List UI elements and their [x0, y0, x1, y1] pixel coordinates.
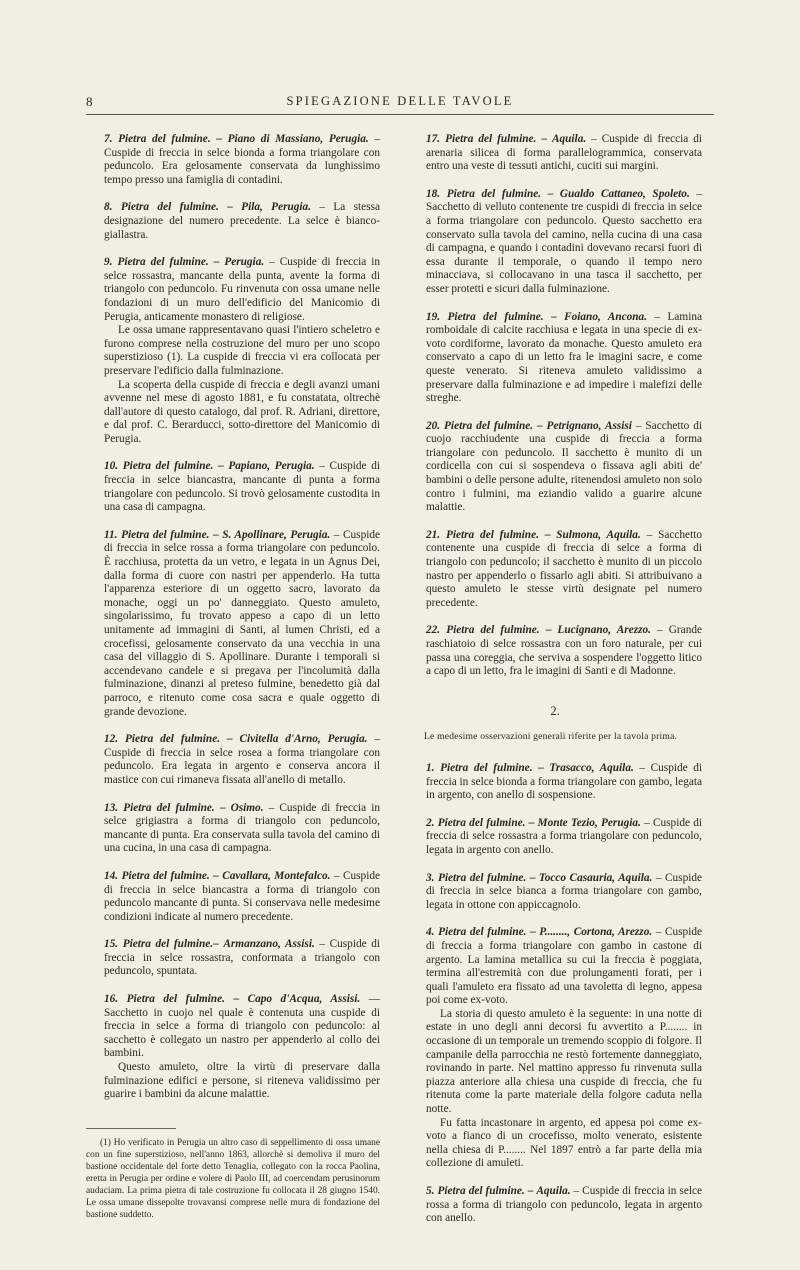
- entry-text: – Grande raschiatoio di selce rossastra con un foro naturale, per cui passa una coreggia, che serviva a sospendere l'oggetto litico a capo di un letto, fra le imagini di Santi e di Madonne.: [426, 624, 703, 678]
- entry-paragraph: [426, 1185, 702, 1226]
- entry-paragraph: [426, 529, 702, 611]
- entry-place: Civitella d'Arno, Perugia.: [239, 733, 368, 746]
- catalog-entry: [426, 529, 702, 611]
- entry-number: 2.: [426, 816, 435, 829]
- catalog-entry: [104, 201, 380, 242]
- entry-number: 20.: [426, 419, 441, 432]
- entry-paragraph: [426, 624, 702, 678]
- entry-number: 11.: [104, 528, 118, 541]
- entry-paragraph: [104, 256, 380, 324]
- entry-lead: Pietra del fulmine.: [446, 624, 540, 637]
- entry-paragraph: [426, 817, 702, 858]
- entry-paragraph: [104, 733, 380, 787]
- entry-text: – Cuspide di freccia di selce rossastra a forma triangolare con peduncolo, legata in argento con anello.: [426, 816, 703, 856]
- entry-paragraph: [426, 420, 702, 515]
- entry-place: Armanzano, Assisi.: [223, 938, 315, 951]
- entry-text: – Cuspide di freccia in selce bianca a forma triangolare con gambo, legata in ottone con appiccagnolo.: [426, 871, 703, 911]
- entry-number: 16.: [104, 993, 119, 1006]
- entry-text: – Sacchetto di velluto contenente tre cuspidi di freccia in selce a forma triangolare con peduncolo. Questo sacchetto era conservato sulla tavola del camino, nella cucina di una casa di campagna, e quando i contadini dovevano recarsi fuori di essa durante il temporale, o quando il tempo nero minacciava, si collocavano in una tasca il sacchetto, per esser protetti e sicuri dalla fulminazione.: [426, 187, 702, 295]
- entry-separator: –: [213, 460, 229, 473]
- entry-text: – Sacchetto di cuojo racchiudente una cuspide di freccia a forma triangolare con peduncolo. Il sacchetto è munito di un cordicella con cui si sospendeva o fissava agli abiti de' bambini o delle persone adulte, ritenendosi amuleto non solo contro i fulmini, ma eziandio valido a guarire alcune malattie.: [426, 419, 702, 514]
- entry-place: Perugia.: [224, 256, 265, 269]
- entry-separator: –: [220, 733, 240, 746]
- entry-text: – Cuspide di freccia in selce bionda a forma triangolare con peduncolo. Era gelosamente conservata da lunghissimo tempo presso una famiglia di contadini.: [104, 133, 381, 186]
- entry-separator: –: [524, 1185, 537, 1197]
- entry-text: – Cuspide di freccia in selce rossa a forma triangolare con peduncolo. È racchiusa, protetta da un vetro, e legata in un Agnus Dei, dalla forma di cuore con nastri per appenderlo. Ha tutta l'apparenza esteriore di un oggetto sacro, lavorato da monache, oggi un po' danneggiato. Questo amuleto, singolarissimo, fu trovato appeso a capo di un letto unitamente ad immagini di Santi, al lumen Christi, ed a crocefissi, gelosamente conservato da una vecchia in una casa del villaggio di S. Apollinare. Durante i temporali si accendevano candele e si pregava per l'incolumità dalla fulminazione, dinanzi al preteso fulmine, benedetto già dal parroco, e ritenuto come cosa sacra e quale oggetto di grande devozione.: [104, 528, 381, 718]
- entry-paragraph: [104, 938, 380, 979]
- entry-lead: Pietra del fulmine.: [125, 733, 221, 746]
- entry-paragraph: Fu fatta incastonare in argento, ed appesa poi come ex-voto a fianco di un crocefisso, molto venerato, esistente nella chiesa di P........ Nel 1897 entrò a far parte della mia collezione di amuleti.: [426, 1116, 702, 1170]
- entry-number: 10.: [104, 460, 119, 473]
- catalog-entry: [104, 133, 380, 187]
- footnote-rule: [86, 1128, 176, 1129]
- entry-paragraph: La storia di questo amuleto è la seguente: in una notte di estate in uno degli anni decorsi fu avvertito a P........ in occasione di un temporale un tremendo scoppio di folgore. Il campanile della parrocchia ne restò fortemente danneggiato, rovinando in parte. Nel mattino appresso fu rinvenuta sulla piazza anteriore alla chiesa una cuspide di freccia, che fu ritenuta come la parte materiale della folgore caduta nella notte.: [426, 1007, 702, 1116]
- entry-number: 17.: [426, 133, 441, 145]
- entry-text: – Cuspide di freccia in selce biancastra a forma di triangolo con peduncolo mancante di punta. Si conservava nelle medesime condizioni indicate al numero precedente.: [104, 869, 381, 923]
- catalog-entry: [426, 133, 702, 174]
- entry-paragraph: Questo amuleto, oltre la virtù di preservare dalla fulminazione edifici e persone, si riteneva validissimo per guarire i bambini da alcune malattie.: [104, 1061, 380, 1101]
- entry-text: – Cuspide di freccia di arenaria silicea di forma parallelogrammica, conservata entro una veste di tessuti antichi, cuciti sui margini.: [426, 133, 703, 173]
- catalog-entry: [104, 938, 380, 979]
- entry-place: Piano di Massiano, Perugia.: [227, 133, 369, 145]
- entry-lead: Pietra del fulmine.: [437, 871, 527, 884]
- catalog-entry: [426, 311, 702, 406]
- entry-text: – Cuspide di freccia in selce rossa a forma di triangolo con peduncolo, legata in argento con anello.: [426, 1185, 703, 1225]
- catalog-entry: [104, 733, 380, 787]
- catalog-entry: [426, 817, 702, 858]
- catalog-entry: [426, 872, 702, 913]
- entry-place: Capo d'Acqua, Assisi.: [247, 993, 361, 1006]
- entry-separator: –: [543, 310, 565, 323]
- entry-lead: Pietra del fulmine.: [121, 869, 210, 882]
- entry-place: Lucignano, Arezzo.: [557, 624, 651, 637]
- entry-lead: Pietra del fulmine.: [122, 460, 214, 473]
- entry-paragraph: [104, 870, 380, 924]
- catalog-entry: [104, 802, 380, 856]
- catalog-entry: [426, 1185, 702, 1226]
- section-entries: [408, 762, 702, 1226]
- entry-text: – Cuspide di freccia in selce biancastra, mancante di punta a forma triangolare con peduncolo. Si trovò gelosamente custodita in una casa di campagna.: [104, 460, 381, 514]
- entry-separator: –: [532, 761, 550, 774]
- entry-separator: –: [218, 201, 242, 214]
- entry-place: Petrignano, Assisi: [546, 419, 632, 432]
- entry-paragraph: [104, 460, 380, 514]
- entry-paragraph: [426, 762, 702, 803]
- entry-lead: Pietra del fulmine.: [122, 938, 214, 951]
- left-column: [86, 133, 380, 1221]
- entry-lead: Pietra del fulmine.: [126, 993, 225, 1006]
- entry-number: 22.: [426, 624, 441, 637]
- catalog-entry: [426, 420, 702, 515]
- entry-paragraph: [104, 201, 380, 242]
- entry-place: Aquila.: [536, 1185, 571, 1197]
- entry-number: 19.: [426, 310, 441, 323]
- entry-place: Gualdo Cattaneo, Spoleto.: [559, 187, 690, 200]
- entry-paragraph: [104, 802, 380, 856]
- entry-separator: –: [208, 256, 225, 269]
- entry-lead: Pietra del fulmine.: [437, 1185, 525, 1197]
- entry-lead: Pietra del fulmine.: [440, 761, 533, 774]
- entry-text: – Cuspide di freccia in selce grigiastra a forma di triangolo con peduncolo, mancante di punta. Era conservata sulla tavola del camino di una cucina, in una casa di campagna.: [104, 801, 381, 855]
- entry-paragraph: Le ossa umane rappresentavano quasi l'intiero scheletro e furono comprese nella costruzione del muro per uno scopo superstizioso (1). La cuspide di freccia vi era collocata per preservare l'edificio dalla fulminazione.: [104, 324, 380, 377]
- entry-text: – Lamina romboidale di calcite racchiusa e legata in una specie di ex-voto cordiforme, lavorato da monache. Questo amuleto era conservato a capo di un letto fra le imagini sacre, e come queste venerato. Si riteneva amuleto validissimo a preservare dalla fulminazione e ad impedire i malefizi delle streghe.: [426, 310, 702, 405]
- entry-number: 21.: [426, 528, 441, 541]
- entry-paragraph: [104, 133, 380, 187]
- entry-number: 4.: [426, 926, 435, 939]
- entry-text: – Cuspide di freccia in selce rossastra, mancante della punta, avente la forma di triangolo con peduncolo. Fu rinvenuta con ossa umane nelle fondazioni di un muro dell'edificio del Manicomio di Perugia, anticamente monastero di religiose.: [104, 256, 381, 323]
- entry-number: 14.: [104, 869, 119, 882]
- entry-place: Trasacco, Aquila.: [549, 761, 634, 774]
- entry-separator: –: [533, 419, 547, 432]
- section-number: 2.: [550, 703, 560, 718]
- entry-paragraph: [426, 188, 702, 297]
- entry-lead: Pietra del fulmine.: [118, 133, 211, 145]
- entry-place: Foiano, Ancona.: [564, 310, 648, 323]
- entry-place: Tocco Casauria, Aquila.: [538, 871, 653, 884]
- entry-lead: Pietra del fulmine.: [123, 801, 215, 814]
- entry-separator: –: [538, 528, 557, 541]
- entry-number: 18.: [426, 187, 441, 200]
- footnote: (1) Ho verificato in Perugia un altro caso di seppellimento di ossa umane con un fine superstizioso, nell'anno 1863, allorchè si demoliva il muro del bastione occidentale del forte detto Tenaglia, collegato con la rocca Paolina, eretta in Perugia per ordine e volere di Paolo III, ad coercendam perusinorum audaciam. La prima pietra di tale costruzione fu collocata il 28 giugno 1540. Le ossa umane dissepolte trovavansi comprese nelle mura di fondazione del bastione suddetto.: [86, 1137, 380, 1220]
- entry-paragraph: [426, 311, 702, 406]
- entry-place: Osimo.: [230, 801, 264, 814]
- catalog-entry: [426, 762, 702, 803]
- page-number: 8: [86, 94, 93, 109]
- page-header: [86, 94, 714, 114]
- entry-place: Aquila.: [551, 133, 587, 145]
- entry-text: – Cuspide di freccia in selce bionda a forma triangolare con gambo, legata in argento, con anello di sospensione.: [426, 761, 703, 802]
- entry-text: – Cuspide di freccia in selce rosea a forma triangolare con peduncolo. Era legata in argento e conserva ancora il mastice con cui rimaneva fissata all'anello di metallo.: [104, 733, 380, 786]
- catalog-entry: [104, 256, 380, 446]
- entry-lead: Pietra del fulmine.: [445, 528, 539, 541]
- entry-number: 3.: [426, 871, 435, 884]
- entry-separator: –: [541, 187, 560, 200]
- entry-text: – Sacchetto contenente una cuspide di freccia di selce a forma di triangolo con peduncolo; il sacchetto è munito di un piccolo nastro per appenderlo o fissarlo agli abiti. Si attribuivano a questo amuleto le stesse virtù designate pel numero precedente.: [426, 528, 702, 609]
- entry-paragraph: [104, 993, 380, 1061]
- entry-text: — Sacchetto in cuojo nel quale è contenuta una cuspide di freccia in selce a forma di triangolo con peduncolo: al sacchetto è collegato un nastro per appenderlo al collo dei bambini.: [104, 993, 381, 1060]
- entry-number: 9.: [104, 256, 113, 269]
- entry-paragraph: La scoperta della cuspide di freccia e degli avanzi umani avvenne nel mese di agosto 1881, e fu constatata, oltrechè dall'autore di questo catalogo, dal prof. R. Adriani, direttore, e dal prof. C. Berarducci, sotto-direttore del Manicomio di Perugia.: [104, 378, 380, 445]
- entry-separator: –: [209, 869, 223, 882]
- entry-lead: Pietra del fulmine.: [446, 187, 542, 200]
- entry-place: Cavallara, Montefalco.: [222, 869, 331, 882]
- entry-number: 8.: [104, 201, 113, 214]
- entry-separator: –: [224, 993, 248, 1006]
- catalog-entry: [104, 529, 380, 719]
- entry-place: S. Apollinare, Perugia.: [222, 528, 331, 541]
- entry-separator: –: [525, 816, 538, 829]
- catalog-entry: [426, 188, 702, 297]
- entry-place: Pila, Perugia.: [241, 201, 312, 214]
- catalog-entry: [104, 460, 380, 514]
- entry-paragraph: [426, 133, 702, 174]
- entry-separator: –: [214, 801, 231, 814]
- catalog-entry: [426, 926, 702, 1171]
- entry-separator: –: [526, 871, 539, 884]
- section-note: Le medesime osservazioni generali riferite per la tavola prima.: [424, 731, 678, 743]
- catalog-entry: [104, 870, 380, 924]
- entry-number: 15.: [104, 938, 119, 951]
- entry-lead: Pietra del fulmine.: [445, 133, 537, 145]
- left-entries: [86, 133, 380, 1102]
- entry-place: P........, Cortona, Arezzo.: [539, 926, 653, 939]
- entry-lead: Pietra del fulmine.: [437, 816, 526, 829]
- entry-lead: Pietra del fulmine.: [117, 256, 209, 269]
- entry-paragraph: [426, 872, 702, 913]
- entry-place: Sulmona, Aquila.: [556, 528, 641, 541]
- entry-separator: –: [539, 624, 558, 637]
- entry-lead: Pietra del fulmine.: [444, 419, 534, 432]
- entry-separator: –: [213, 938, 224, 951]
- entry-number: 12.: [104, 733, 119, 746]
- entry-number: 7.: [104, 133, 113, 145]
- right-entries: [408, 133, 702, 679]
- header-rule: [86, 114, 714, 115]
- catalog-entry: [104, 993, 380, 1102]
- entry-number: 1.: [426, 761, 435, 774]
- entry-lead: Pietra del fulmine.: [120, 201, 219, 214]
- entry-separator: –: [526, 926, 540, 939]
- entry-place: Papiano, Perugia.: [228, 460, 315, 473]
- entry-number: 13.: [104, 801, 119, 814]
- entry-separator: –: [210, 133, 228, 145]
- catalog-entry: [426, 624, 702, 678]
- entry-paragraph: [426, 926, 702, 1008]
- entry-text: – La stessa designazione del numero precedente. La selce è bianco-giallastra.: [104, 201, 380, 241]
- entry-text: – Cuspide di freccia in selce rossastra, conformata a triangolo con peduncolo, spuntata.: [104, 938, 380, 978]
- entry-number: 5.: [426, 1185, 435, 1197]
- entry-text: – Cuspide di freccia a forma triangolare con gambo in castone di argento. La lamina metallica su cui la freccia è poggiata, termina all'estremità con due prolungamenti forati, per i quali l'amuleto era fissato ad una tavoletta di legno, appesa poi come ex-voto.: [426, 926, 703, 1007]
- entry-lead: Pietra del fulmine.: [438, 926, 527, 939]
- entry-paragraph: [104, 529, 380, 719]
- entry-separator: –: [209, 528, 223, 541]
- running-title: SPIEGAZIONE DELLE TAVOLE: [286, 94, 514, 108]
- entry-lead: Pietra del fulmine.: [121, 528, 210, 541]
- right-column: [408, 133, 702, 1240]
- entry-place: Monte Tezio, Perugia.: [537, 816, 641, 829]
- entry-separator: –: [536, 133, 552, 145]
- entry-lead: Pietra del fulmine.: [447, 310, 544, 323]
